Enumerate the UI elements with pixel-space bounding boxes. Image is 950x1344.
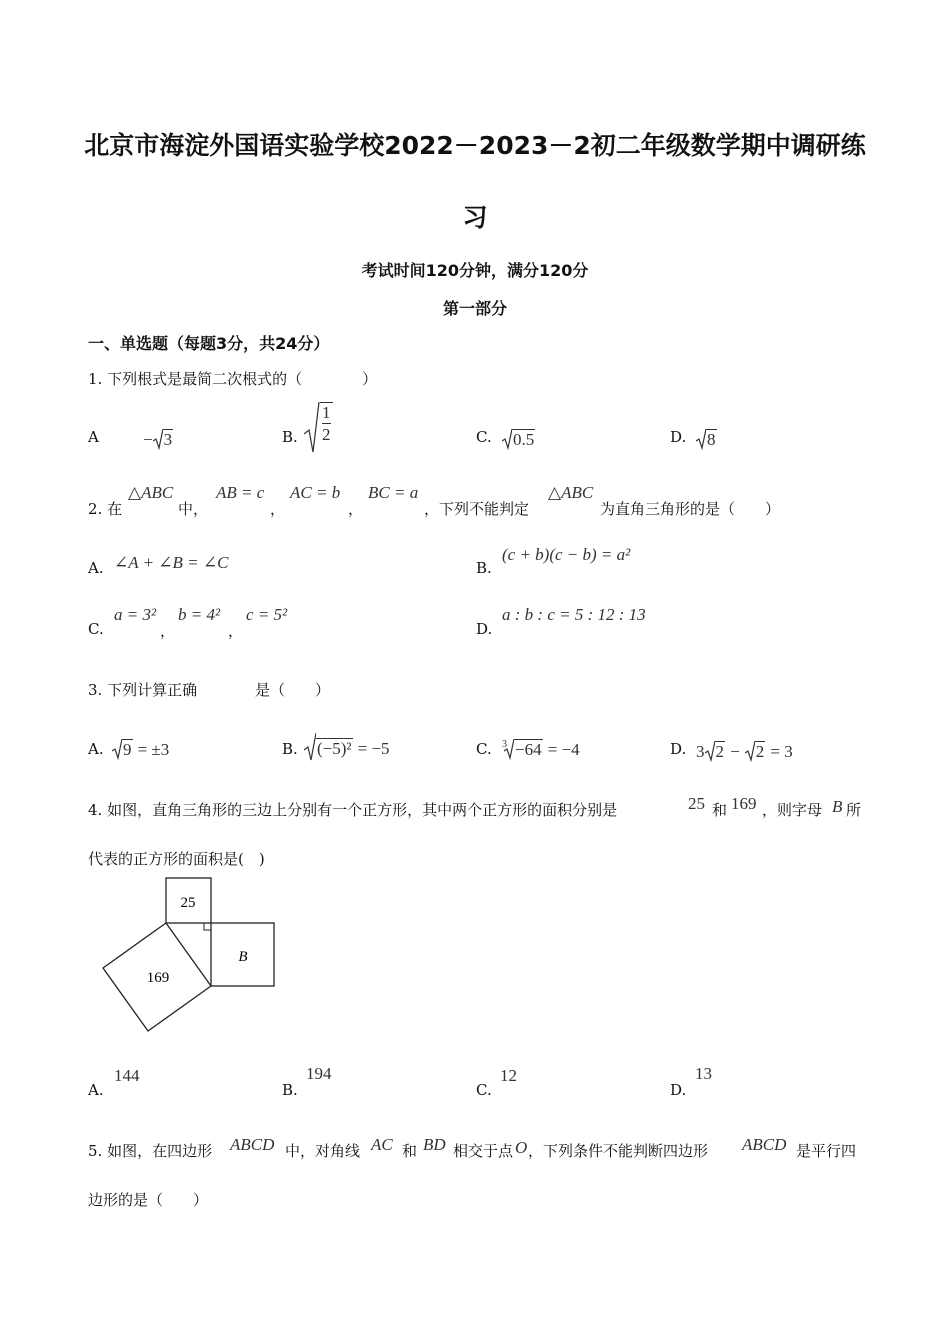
q2-comma-2: ，	[348, 500, 364, 518]
q4-option-c-label: C.	[476, 1081, 492, 1099]
radical-icon	[705, 740, 715, 762]
q4-option-d: 13	[695, 1064, 712, 1083]
q3-option-c-label: C.	[476, 740, 492, 758]
q3-c-rest: = −4	[547, 740, 580, 759]
label-b: B	[238, 949, 248, 965]
q3-b-rest: = −5	[357, 739, 390, 758]
q3-option-b	[304, 732, 390, 762]
q3-option-d-label: D.	[670, 740, 687, 758]
q5-o: O	[515, 1138, 528, 1157]
q3-d-radicand-1: 2	[715, 742, 724, 761]
q2-option-d-label: D.	[476, 620, 493, 638]
q2-triangle-abc: △ABC	[128, 483, 174, 502]
q4-stem-d: 代表的正方形的面积是( )	[88, 850, 265, 868]
q2-option-c-b: b = 4²	[178, 605, 221, 624]
q2-option-c-label: C.	[88, 620, 104, 638]
q4-he: 和	[712, 801, 728, 819]
q1-option-b-label: B.	[282, 428, 298, 446]
q2-triangle-abc-2: △ABC	[548, 483, 594, 502]
q3-c-index: 3	[502, 738, 507, 750]
q4-option-b: 194	[306, 1064, 332, 1083]
q3-option-a-label: A.	[88, 740, 104, 758]
q1-option-d	[696, 428, 717, 450]
q4-option-a: 144	[114, 1066, 140, 1085]
q1-option-a	[143, 428, 173, 450]
q4-value-25: 25	[688, 794, 705, 813]
radical-icon	[112, 738, 122, 760]
q2-option-d: a : b : c = 5 : 12 : 13	[502, 605, 646, 624]
q4-option-d-label: D.	[670, 1081, 687, 1099]
q2-ac-eq: AC = b	[290, 483, 341, 502]
q3-option-d	[696, 740, 793, 762]
q4-letter-b: B	[832, 797, 843, 816]
q2-intro: 2. 在	[88, 500, 123, 518]
q2-option-b-label: B.	[476, 559, 492, 577]
q3-option-c	[502, 738, 580, 760]
q3-c-radicand: −64	[515, 740, 542, 759]
q3-d-radicand-2: 2	[755, 742, 765, 761]
q5-ac: AC	[371, 1135, 393, 1154]
q1-option-c	[502, 428, 535, 450]
q4-stem-c: 所	[846, 801, 862, 819]
radical-icon	[502, 428, 512, 450]
q5-s4: 相交于点	[453, 1142, 514, 1160]
q2-comma-1: ，	[270, 500, 286, 518]
q2-option-c-a: a = 3²	[114, 605, 157, 624]
q1-c-radicand: 0.5	[513, 430, 535, 449]
q5-abcd-2: ABCD	[742, 1135, 787, 1154]
q3-stem-b: 是（ ）	[255, 681, 331, 699]
q1-stem: 1. 下列根式是最简二次根式的（ ）	[88, 370, 378, 388]
q5-s6: 是平行四	[796, 1142, 857, 1160]
q1-b-denominator: 2	[322, 425, 331, 444]
q2-c-comma-2: ，	[228, 622, 244, 640]
q5-abcd-1: ABCD	[230, 1135, 275, 1154]
q2-option-c-c: c = 5²	[246, 605, 288, 624]
q3-option-b-label: B.	[282, 740, 298, 758]
radical-icon	[745, 740, 755, 762]
q4-value-169: 169	[731, 794, 757, 813]
q5-s3: 和	[402, 1142, 418, 1160]
q3-a-rest: = ±3	[137, 740, 170, 759]
q2-bc-eq: BC = a	[368, 483, 419, 502]
title-line-1: 北京市海淀外国语实验学校2022－2023－2初二年级数学期中调研练	[84, 131, 866, 160]
exam-info: 考试时间120分钟，满分120分	[361, 261, 589, 280]
q1-a-minus: −	[143, 430, 153, 449]
q5-s2: 中，对角线	[285, 1142, 361, 1160]
q1-option-d-label: D.	[670, 428, 687, 446]
q1-b-numerator: 1	[322, 403, 331, 422]
q1-option-a-label: A	[88, 428, 99, 446]
q2-ab-eq: AB = c	[216, 483, 265, 502]
q3-a-radicand: 9	[123, 740, 132, 759]
q4-option-a-label: A.	[88, 1081, 104, 1099]
q1-option-c-label: C.	[476, 428, 492, 446]
section-heading: 一、单选题（每题3分，共24分）	[88, 334, 330, 353]
q3-d-coef: 3	[696, 742, 705, 761]
q2-option-b: (c + b)(c − b) = a²	[502, 545, 631, 564]
q2-option-a: ∠A + ∠B = ∠C	[114, 553, 229, 572]
q2-zhong: 中，	[178, 500, 209, 518]
q4-option-c: 12	[500, 1066, 517, 1085]
q5-s1: 5. 如图，在四边形	[88, 1142, 213, 1160]
q4-squares-figure	[100, 876, 280, 1036]
q1-option-b	[304, 400, 333, 454]
title-line-2: 习	[462, 203, 488, 232]
q4-stem-b: ，则字母	[762, 801, 823, 819]
q1-a-radicand: 3	[163, 430, 173, 449]
q3-d-rest: = 3	[770, 742, 793, 761]
q5-line-2: 边形的是（ ）	[88, 1191, 209, 1209]
q2-option-a-label: A.	[88, 559, 104, 577]
label-169: 169	[146, 970, 170, 986]
radical-icon	[696, 428, 706, 450]
radical-icon	[153, 428, 163, 450]
q4-stem-a: 4. 如图，直角三角形的三边上分别有一个正方形，其中两个正方形的面积分别是	[88, 801, 618, 819]
q3-stem-a: 3. 下列计算正确	[88, 681, 198, 699]
radical-icon	[304, 400, 320, 454]
q5-s5: ，下列条件不能判断四边形	[528, 1142, 709, 1160]
q3-d-minus: −	[730, 742, 740, 761]
q2-c-comma-1: ，	[160, 622, 176, 640]
q2-text-2: 为直角三角形的是（ ）	[600, 500, 781, 518]
q1-d-radicand: 8	[707, 430, 716, 449]
right-angle-mark	[204, 923, 211, 930]
q3-option-a	[112, 738, 169, 760]
part-heading: 第一部分	[442, 299, 507, 318]
q2-text: ，下列不能判定	[424, 500, 530, 518]
radical-icon	[304, 732, 316, 762]
label-25: 25	[180, 895, 196, 911]
q4-option-b-label: B.	[282, 1081, 298, 1099]
q5-bd: BD	[423, 1135, 446, 1154]
q3-b-radicand: (−5)²	[317, 739, 352, 758]
